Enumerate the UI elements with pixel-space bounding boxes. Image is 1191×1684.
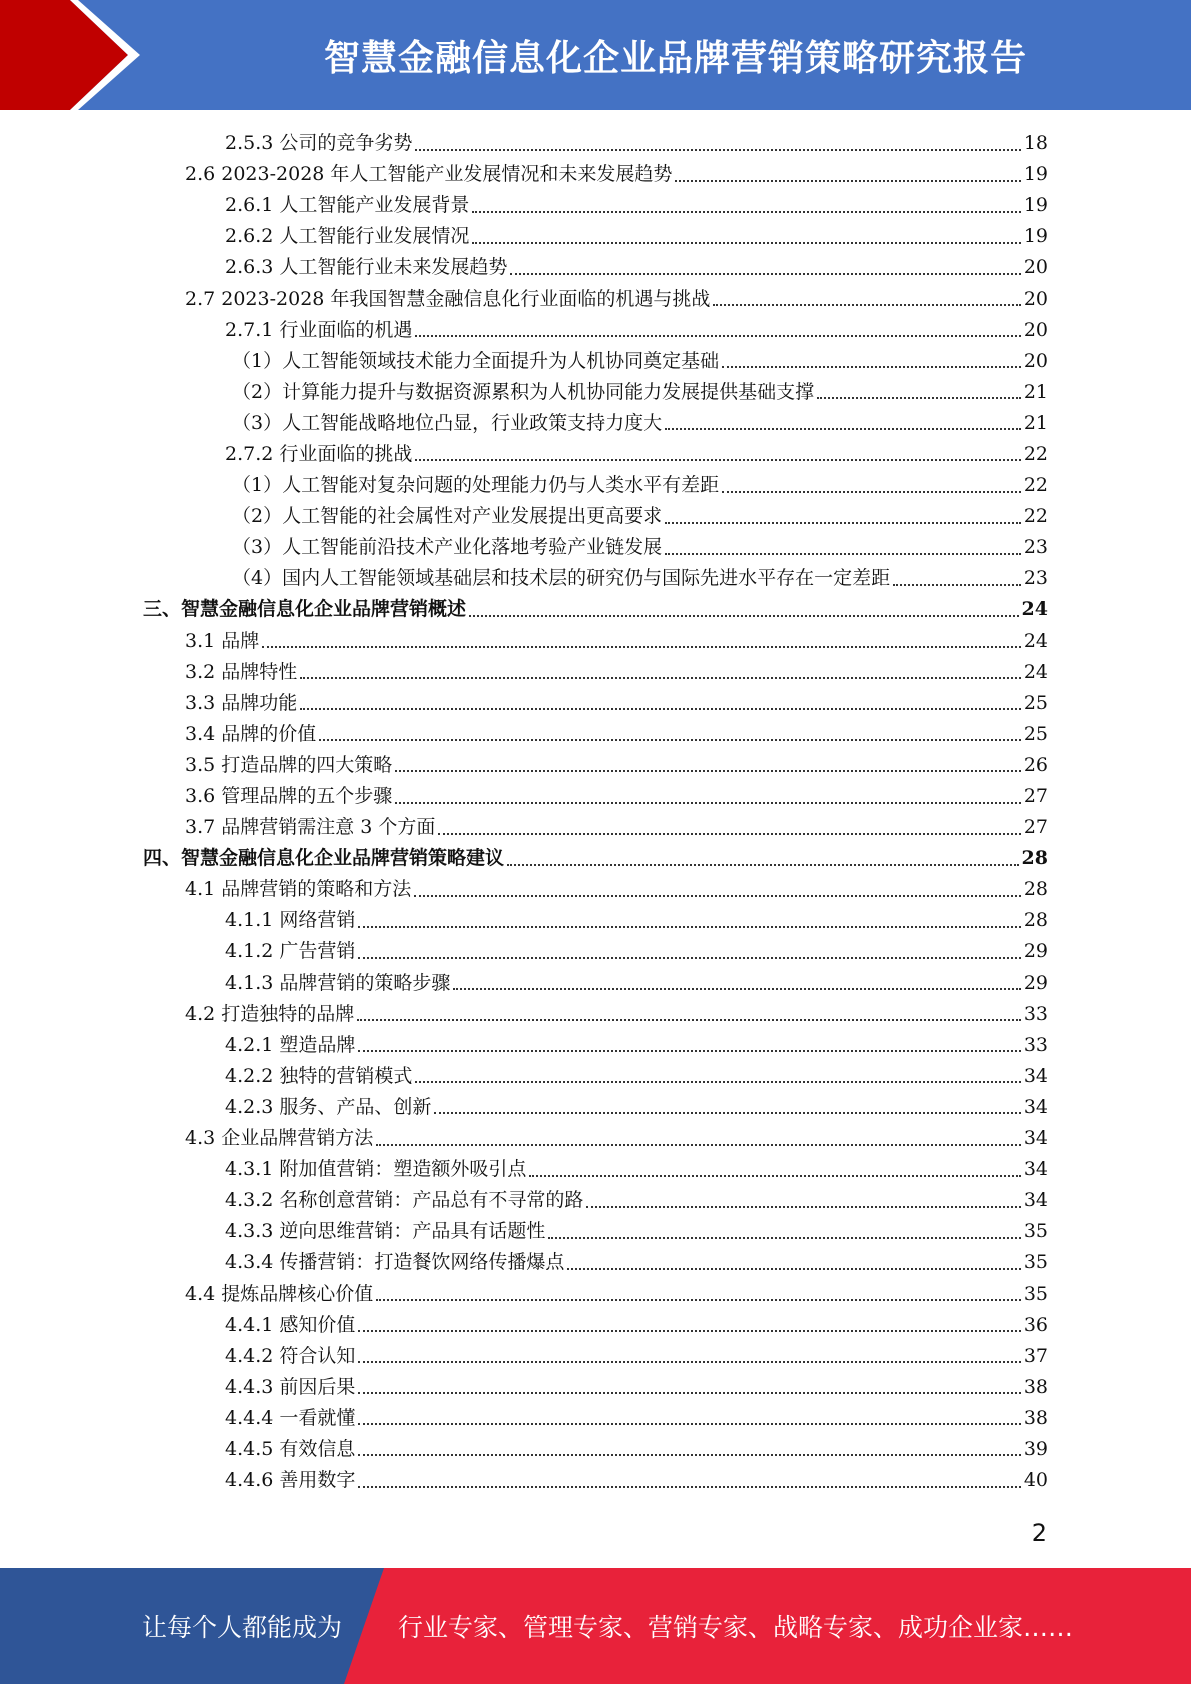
toc-dot-leader	[415, 459, 1020, 461]
toc-entry-label: 4.4.6 善用数字	[225, 1469, 356, 1492]
toc-entry[interactable]	[143, 315, 1048, 346]
toc-entry-label: （1）人工智能对复杂问题的处理能力仍与人类水平有差距	[232, 474, 720, 497]
toc-entry-page: 24	[1023, 629, 1048, 652]
toc-entry-label: 3.2 品牌特性	[185, 660, 298, 683]
toc-dot-leader	[300, 677, 1021, 679]
toc-dot-leader	[434, 1112, 1020, 1114]
toc-entry[interactable]	[143, 1216, 1048, 1247]
toc-entry-label: （3）人工智能前沿技术产业化落地考验产业链发展	[232, 536, 663, 559]
toc-entry-page: 40	[1023, 1469, 1048, 1492]
toc-entry-label: 2.6.3 人工智能行业未来发展趋势	[225, 256, 508, 279]
toc-entry[interactable]	[143, 750, 1048, 781]
toc-entry[interactable]	[143, 1434, 1048, 1465]
toc-entry-page: 35	[1023, 1251, 1048, 1274]
toc-entry-label: 2.6.1 人工智能产业发展背景	[225, 194, 470, 217]
toc-entry-label: 四、智慧金融信息化企业品牌营销策略建议	[143, 847, 505, 870]
toc-dot-leader	[357, 1019, 1021, 1021]
toc-dot-leader	[469, 615, 1019, 617]
toc-entry[interactable]	[143, 190, 1048, 221]
toc-entry-label: 2.5.3 公司的竞争劣势	[225, 132, 413, 155]
toc-entry-label: 4.3.1 附加值营销：塑造额外吸引点	[225, 1158, 527, 1181]
toc-entry-page: 19	[1023, 225, 1048, 248]
toc-entry-page: 25	[1023, 691, 1048, 714]
toc-entry-page: 34	[1023, 1158, 1048, 1181]
footer-slogan-left: 让每个人都能成为	[142, 1613, 343, 1642]
toc-entry[interactable]	[143, 346, 1048, 377]
toc-entry[interactable]	[143, 1341, 1048, 1372]
toc-entry-page: 20	[1023, 287, 1048, 310]
toc-dot-leader	[567, 1268, 1020, 1270]
toc-entry-page: 18	[1023, 132, 1048, 155]
toc-entry-page: 19	[1023, 194, 1048, 217]
toc-entry[interactable]	[143, 936, 1048, 967]
toc-entry[interactable]	[143, 159, 1048, 190]
toc-entry[interactable]	[143, 252, 1048, 283]
toc-entry-label: 3.7 品牌营销需注意 3 个方面	[185, 816, 436, 839]
toc-entry-page: 34	[1023, 1064, 1048, 1087]
toc-entry-page: 23	[1023, 536, 1048, 559]
toc-dot-leader	[529, 1175, 1020, 1177]
toc-entry-label: 3.1 品牌	[185, 629, 260, 652]
toc-dot-leader	[472, 242, 1020, 244]
toc-entry-label: 2.7.1 行业面临的机遇	[225, 318, 413, 341]
toc-entry-page: 39	[1023, 1437, 1048, 1460]
toc-entry-label: 4.1.2 广告营销	[225, 940, 356, 963]
toc-entry[interactable]	[143, 874, 1048, 905]
toc-entry[interactable]	[143, 1061, 1048, 1092]
toc-entry-page: 34	[1023, 1189, 1048, 1212]
toc-dot-leader	[319, 739, 1021, 741]
toc-entry-page: 38	[1023, 1406, 1048, 1429]
toc-entry[interactable]	[143, 532, 1048, 563]
toc-entry[interactable]	[143, 128, 1048, 159]
toc-entry[interactable]	[143, 999, 1048, 1030]
toc-dot-leader	[665, 553, 1021, 555]
toc-entry[interactable]	[143, 719, 1048, 750]
toc-dot-leader	[472, 211, 1020, 213]
toc-entry[interactable]	[143, 1154, 1048, 1185]
toc-dot-leader	[507, 864, 1019, 866]
toc-dot-leader	[376, 1299, 1021, 1301]
toc-entry[interactable]	[143, 221, 1048, 252]
toc-dot-leader	[358, 1486, 1020, 1488]
toc-dot-leader	[453, 988, 1020, 990]
footer-slogan-right: 行业专家、管理专家、营销专家、战略专家、成功企业家……	[398, 1613, 1074, 1642]
toc-entry-page: 28	[1021, 847, 1048, 870]
toc-dot-leader	[548, 1237, 1020, 1239]
page-footer	[0, 1568, 1191, 1684]
toc-entry-label: 4.2.2 独特的营销模式	[225, 1064, 413, 1087]
toc-dot-leader	[415, 335, 1020, 337]
toc-entry-label: 4.2.3 服务、产品、创新	[225, 1095, 432, 1118]
toc-entry-label: （1）人工智能领域技术能力全面提升为人机协同奠定基础	[232, 349, 720, 372]
toc-dot-leader	[817, 397, 1021, 399]
toc-entry-page: 26	[1023, 753, 1048, 776]
toc-entry-label: 4.1.3 品牌营销的策略步骤	[225, 971, 451, 994]
toc-entry-page: 22	[1023, 505, 1048, 528]
toc-entry-page: 22	[1023, 442, 1048, 465]
toc-entry-label: 3.4 品牌的价值	[185, 722, 317, 745]
toc-dot-leader	[358, 1423, 1020, 1425]
toc-entry[interactable]	[143, 377, 1048, 408]
toc-dot-leader	[358, 926, 1020, 928]
toc-dot-leader	[395, 802, 1021, 804]
toc-entry-page: 33	[1023, 1033, 1048, 1056]
toc-entry-page: 20	[1023, 318, 1048, 341]
toc-entry-label: 三、智慧金融信息化企业品牌营销概述	[143, 598, 467, 621]
toc-entry[interactable]	[143, 812, 1048, 843]
toc-dot-leader	[722, 366, 1021, 368]
toc-dot-leader	[358, 1050, 1020, 1052]
toc-entry[interactable]	[143, 470, 1048, 501]
toc-dot-leader	[438, 833, 1020, 835]
toc-entry-page: 29	[1023, 971, 1048, 994]
toc-entry-label: 2.7 2023-2028 年我国智慧金融信息化行业面临的机遇与挑战	[185, 287, 711, 310]
toc-dot-leader	[262, 646, 1021, 648]
toc-entry[interactable]	[143, 1465, 1048, 1496]
toc-dot-leader	[893, 584, 1021, 586]
toc-entry[interactable]	[143, 408, 1048, 439]
page-header	[0, 0, 1191, 110]
toc-entry-label: 4.2.1 塑造品牌	[225, 1033, 356, 1056]
toc-entry-label: 2.6.2 人工智能行业发展情况	[225, 225, 470, 248]
toc-dot-leader	[358, 1392, 1020, 1394]
toc-entry-label: （3）人工智能战略地位凸显，行业政策支持力度大	[232, 411, 663, 434]
toc-entry-label: 4.3.4 传播营销：打造餐饮网络传播爆点	[225, 1251, 565, 1274]
toc-entry[interactable]	[143, 626, 1048, 657]
toc-entry-label: （2）人工智能的社会属性对产业发展提出更高要求	[232, 505, 663, 528]
red-chevron-decoration	[0, 0, 160, 110]
toc-dot-leader	[358, 1361, 1020, 1363]
toc-dot-leader	[376, 1144, 1021, 1146]
toc-entry[interactable]	[143, 843, 1048, 874]
document-title: 智慧金融信息化企业品牌营销策略研究报告	[323, 37, 1027, 79]
toc-dot-leader	[510, 273, 1020, 275]
toc-entry-label: 4.4.5 有效信息	[225, 1437, 356, 1460]
toc-entry[interactable]	[143, 439, 1048, 470]
toc-entry-page: 25	[1023, 722, 1048, 745]
toc-entry-page: 29	[1023, 940, 1048, 963]
toc-dot-leader	[395, 770, 1021, 772]
toc-entry-label: 4.4.1 感知价值	[225, 1313, 356, 1336]
toc-entry[interactable]	[143, 1372, 1048, 1403]
toc-entry-page: 24	[1023, 660, 1048, 683]
toc-entry-page: 24	[1021, 598, 1048, 621]
toc-entry[interactable]	[143, 1310, 1048, 1341]
toc-entry-label: 4.4.2 符合认知	[225, 1344, 356, 1367]
toc-entry-label: 4.3.3 逆向思维营销：产品具有话题性	[225, 1220, 546, 1243]
toc-entry[interactable]	[143, 781, 1048, 812]
toc-entry-label: 4.2 打造独特的品牌	[185, 1002, 355, 1025]
toc-entry[interactable]	[143, 1403, 1048, 1434]
toc-entry[interactable]	[143, 501, 1048, 532]
toc-entry-label: 4.4.4 一看就懂	[225, 1406, 356, 1429]
toc-entry-page: 27	[1023, 816, 1048, 839]
toc-entry-label: 2.7.2 行业面临的挑战	[225, 442, 413, 465]
toc-entry-page: 20	[1023, 349, 1048, 372]
toc-dot-leader	[665, 522, 1021, 524]
toc-entry-label: 4.3 企业品牌营销方法	[185, 1127, 374, 1150]
toc-dot-leader	[358, 957, 1020, 959]
toc-entry[interactable]	[143, 283, 1048, 314]
toc-entry-page: 23	[1023, 567, 1048, 590]
toc-entry-label: 4.1.1 网络营销	[225, 909, 356, 932]
toc-entry-page: 37	[1023, 1344, 1048, 1367]
toc-entry[interactable]	[143, 688, 1048, 719]
toc-entry-page: 36	[1023, 1313, 1048, 1336]
toc-entry-page: 35	[1023, 1220, 1048, 1243]
toc-entry-page: 34	[1023, 1095, 1048, 1118]
toc-entry[interactable]	[143, 594, 1048, 625]
toc-entry-label: 4.3.2 名称创意营销：产品总有不寻常的路	[225, 1189, 584, 1212]
toc-entry-label: 4.1 品牌营销的策略和方法	[185, 878, 412, 901]
toc-entry[interactable]	[143, 1092, 1048, 1123]
toc-entry-label: 4.4 提炼品牌核心价值	[185, 1282, 374, 1305]
toc-entry[interactable]	[143, 1185, 1048, 1216]
toc-dot-leader	[358, 1454, 1020, 1456]
toc-entry-page: 28	[1023, 878, 1048, 901]
toc-entry-page: 34	[1023, 1127, 1048, 1150]
toc-dot-leader	[665, 428, 1021, 430]
toc-entry[interactable]	[143, 1247, 1048, 1278]
toc-entry-page: 38	[1023, 1375, 1048, 1398]
toc-entry[interactable]	[143, 1030, 1048, 1061]
page-number: 2	[1031, 1519, 1047, 1547]
toc-dot-leader	[300, 708, 1021, 710]
toc-dot-leader	[358, 1330, 1020, 1332]
toc-entry[interactable]	[143, 1278, 1048, 1309]
toc-entry-page: 28	[1023, 909, 1048, 932]
toc-dot-leader	[415, 149, 1020, 151]
toc-entry-page: 21	[1023, 380, 1048, 403]
toc-dot-leader	[586, 1206, 1020, 1208]
toc-entry-page: 22	[1023, 474, 1048, 497]
toc-entry[interactable]	[143, 657, 1048, 688]
toc-entry-page: 33	[1023, 1002, 1048, 1025]
toc-entry-label: 2.6 2023-2028 年人工智能产业发展情况和未来发展趋势	[185, 163, 673, 186]
toc-entry[interactable]	[143, 563, 1048, 594]
toc-entry[interactable]	[143, 905, 1048, 936]
toc-entry-label: 3.5 打造品牌的四大策略	[185, 753, 393, 776]
toc-entry-page: 19	[1023, 163, 1048, 186]
toc-entry[interactable]	[143, 968, 1048, 999]
toc-dot-leader	[722, 491, 1021, 493]
toc-dot-leader	[713, 304, 1020, 306]
toc-entry-label: （2）计算能力提升与数据资源累积为人机协同能力发展提供基础支撑	[232, 380, 815, 403]
toc-entry-label: 3.3 品牌功能	[185, 691, 298, 714]
toc-entry-label: （4）国内人工智能领域基础层和技术层的研究仍与国际先进水平存在一定差距	[232, 567, 891, 590]
toc-entry-label: 4.4.3 前因后果	[225, 1375, 356, 1398]
toc-entry-page: 21	[1023, 411, 1048, 434]
toc-dot-leader	[415, 1081, 1020, 1083]
toc-entry-label: 3.6 管理品牌的五个步骤	[185, 785, 393, 808]
toc-dot-leader	[675, 180, 1020, 182]
toc-dot-leader	[414, 895, 1021, 897]
toc-entry-page: 20	[1023, 256, 1048, 279]
toc-entry[interactable]	[143, 1123, 1048, 1154]
toc-entry-page: 27	[1023, 785, 1048, 808]
toc-entry-page: 35	[1023, 1282, 1048, 1305]
table-of-contents	[143, 128, 1048, 1496]
